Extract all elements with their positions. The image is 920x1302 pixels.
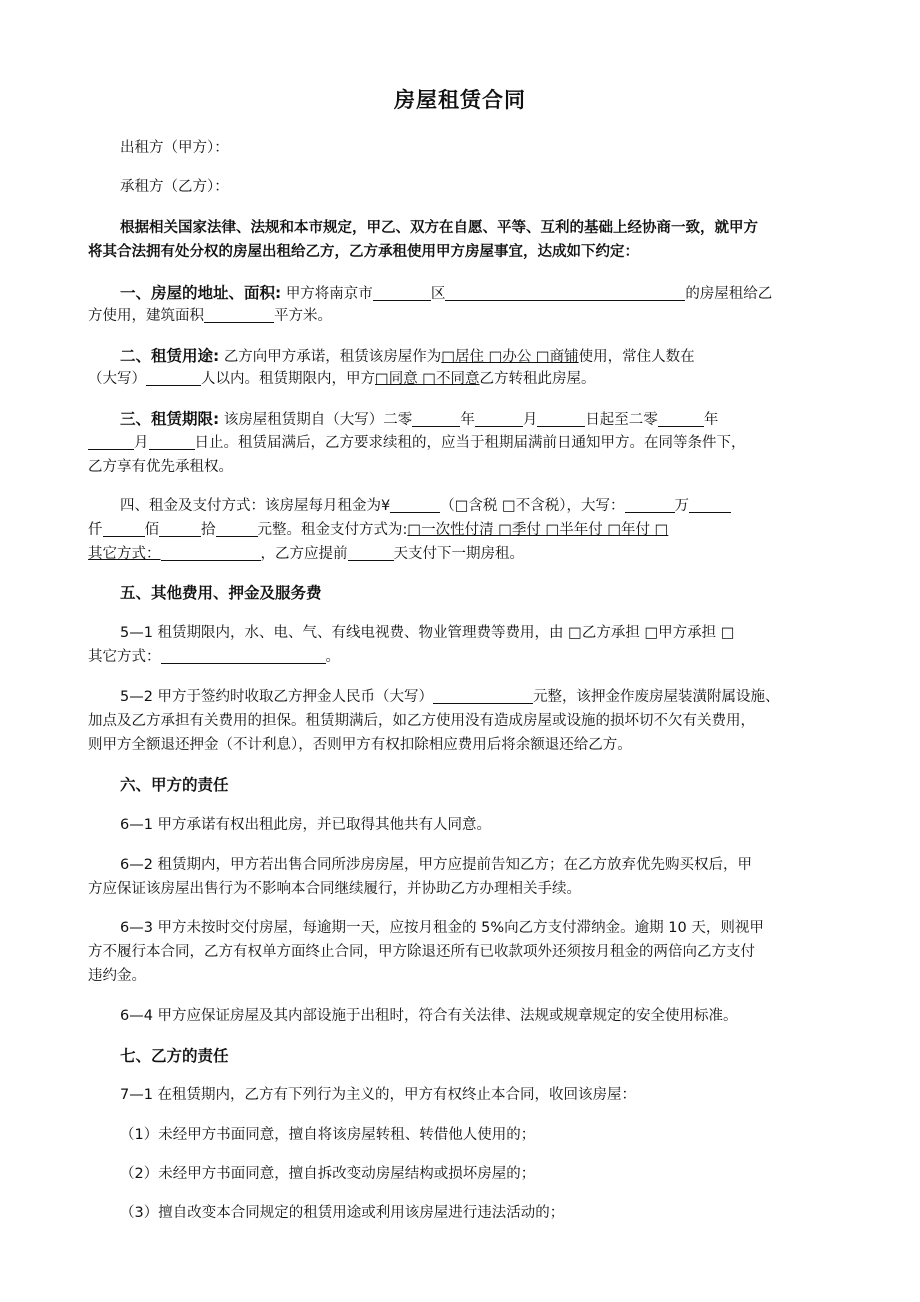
section-4-line-1 [120,496,848,516]
section-3-text: 月 [522,412,538,428]
occupants-blank [146,369,201,386]
section-4-text: 佰 [144,522,159,538]
section-3-heading: 三、租赁期限: [120,410,220,428]
section-4-text: 拾 [201,522,216,538]
other-payment-blank [161,544,261,561]
section-2-text: （大写） [88,371,146,387]
section-3-line-3: 乙方享有优先承租权。 [88,459,233,475]
section-4-text: 万 [674,498,689,514]
section-4-text: 其它方式： [88,546,161,562]
section-3-text: 该房屋租赁期自（大写）二零 [223,412,413,428]
district-blank [373,284,431,301]
section-6-heading: 六、甲方的责任 [120,776,229,794]
qian-blank [689,496,731,513]
lessor-line: 出租方（甲方）： [120,140,229,156]
start-day-blank [537,410,585,427]
clause-5-2-text: 5—2 甲方于签约时收取乙方押金人民币（大写） [120,689,434,705]
bai-blank [103,520,145,537]
clause-5-1-line-2 [88,647,848,667]
start-month-blank [475,410,523,427]
clause-6-3-line-1: 6—3 甲方未按时交付房屋，每逾期一天，应按月租金的 5%向乙方支付滞纳金。逾期 10 天，则视甲 [120,920,764,936]
section-2-line-2 [88,369,848,389]
clause-5-1-line-1: 5—1 租赁期限内，水、电、气、有线电视费、物业管理费等费用，由 □乙方承担 □甲方承担 □ [120,625,735,641]
end-day-blank [149,433,195,450]
section-2-text: 乙方转租此房屋。 [479,371,596,387]
section-1-text: 平方米。 [274,308,332,324]
clause-5-2-line-1 [120,687,848,707]
rent-amount-blank [390,496,440,513]
clause-7-1-item-2: （2）未经甲方书面同意，擅自拆改变动房屋结构或损坏房屋的； [120,1166,536,1182]
clause-6-2-line-1: 6—2 租赁期内，甲方若出售合同所涉房房屋，甲方应提前告知乙方；在乙方放弃优先购买权后，甲 [120,857,753,873]
section-2-text: 使用，常住人数在 [578,349,695,365]
preamble-line-1: 根据相关国家法律、法规和本市规定，甲乙、双方在自愿、平等、互利的基础上经协商一致，就甲方 [120,220,758,236]
section-4-line-3 [88,544,848,564]
clause-7-1: 7—1 在租赁期内，乙方有下列行为主义的，甲方有权终止本合同，收回该房屋： [120,1087,637,1103]
section-2-text: 人以内。租赁期限内，甲方 [201,371,375,387]
preamble-line-2: 将其合法拥有处分权的房屋出租给乙方，乙方承租使用甲方房屋事宜，达成如下约定： [88,244,639,260]
clause-7-1-item-3: （3）擅自改变本合同规定的租赁用途或利用该房屋进行违法活动的； [120,1205,565,1221]
section-3-text: 年 [703,412,719,428]
section-4-text: ，乙方应提前 [260,546,348,562]
other-fee-blank [161,647,326,664]
section-1-text: 方使用，建筑面积 [88,308,204,324]
section-4-text: 元整。租金支付方式为: [257,522,408,538]
sublet-options: □同意 □不同意 [375,371,480,387]
section-3-text: 日起至二零 [585,412,658,428]
section-1-text: 甲方将南京市 [285,286,373,302]
end-month-blank [88,433,134,450]
clause-6-1: 6—1 甲方承诺有权出租此房，并已取得其他共有人同意。 [120,817,492,833]
section-1-line-2 [88,306,848,326]
deposit-blank [433,687,533,704]
section-1-heading: 一、房屋的地址、面积: [120,284,282,302]
clause-7-1-item-1: （1）未经甲方书面同意，擅自将该房屋转租、转借他人使用的； [120,1127,536,1143]
section-2-heading: 二、租赁用途: [120,347,220,365]
section-4-text: 仟 [88,522,103,538]
section-7-heading: 七、乙方的责任 [120,1047,229,1065]
section-3-line-1 [120,409,848,430]
clause-6-3-line-2: 方不履行本合同，乙方有权单方面终止合同，甲方除退还所有已收款项外还须按月租金的两倍向乙方支付 [88,944,755,960]
clause-5-2-line-2: 加点及乙方承担有关费用的担保。租赁期满后，如乙方使用没有造成房屋或设施的损坏切不欠有关费用， [88,713,755,729]
section-4-text: 四、租金及支付方式：该房屋每月租金为¥ [120,498,391,514]
clause-5-1-text: 。 [325,649,340,665]
document-title: 房屋租赁合同 [394,88,526,112]
section-2-line-1 [120,346,848,367]
shi-blank [159,520,201,537]
area-blank [204,306,274,323]
section-1-text: 的房屋租给乙 [685,286,773,302]
section-1-line-1 [120,283,848,304]
address-blank [445,284,685,301]
payment-options: □一次性付清 □季付 □半年付 □年付 □ [407,522,669,538]
end-year-blank [658,410,704,427]
section-3-text: 日止。租赁届满后，乙方要求续租的，应当于租期届满前日通知甲方。在同等条件下， [194,435,746,451]
section-4-text: （□含税 □不含税），大写： [440,498,625,514]
clause-5-2-line-3: 则甲方全额退还押金（不计利息），否则甲方有权扣除相应费用后将余额退还给乙方。 [88,737,632,753]
clause-6-2-line-2: 方应保证该房屋出售行为不影响本合同继续履行，并协助乙方办理相关手续。 [88,881,581,897]
wan-blank [625,496,675,513]
section-4-text: 天支付下一期房租。 [393,546,524,562]
clause-6-3-line-3: 违约金。 [88,968,146,984]
start-year-blank [412,410,460,427]
section-4-line-2 [88,520,848,540]
usage-options: □居住 □办公 □商铺 [441,349,579,365]
clause-6-4: 6—4 甲方应保证房屋及其内部设施于出租时，符合有关法律、法规或规章规定的安全使用标准。 [120,1008,738,1024]
clause-5-2-text: 元整，该押金作废房屋装潢附属设施、 [533,689,780,705]
section-3-text: 年 [460,412,475,428]
section-5-heading: 五、其他费用、押金及服务费 [120,584,322,602]
advance-days-blank [348,544,394,561]
clause-5-1-text: 其它方式： [88,649,161,665]
section-3-text: 月 [134,435,149,451]
yuan-blank [216,520,258,537]
section-1-text: 区 [430,286,446,302]
lessee-line: 承租方（乙方）： [120,179,229,195]
section-2-text: 乙方向甲方承诺，租赁该房屋作为 [223,349,442,365]
section-3-line-2 [88,433,848,453]
